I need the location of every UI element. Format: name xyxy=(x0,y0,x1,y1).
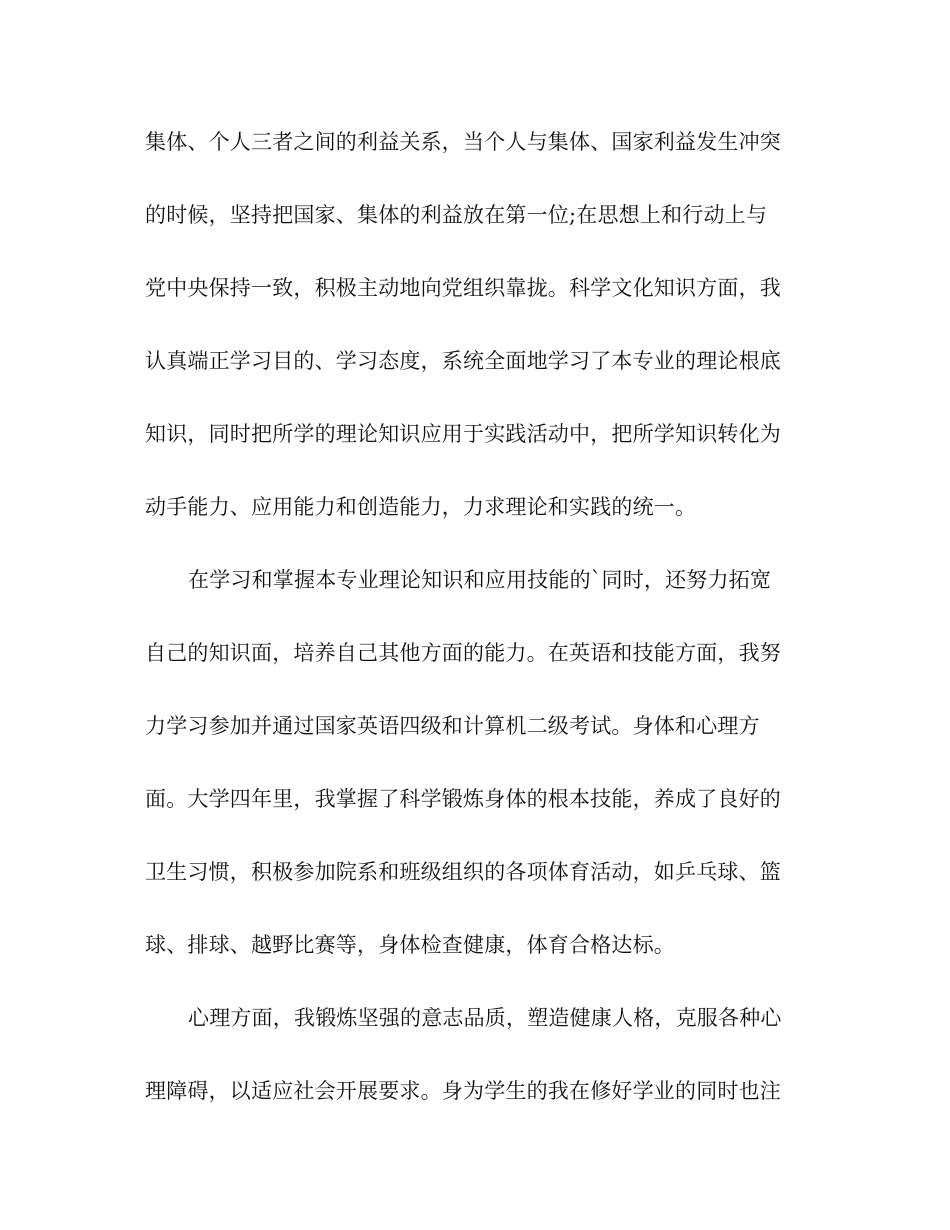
text-line: 集体、个人三者之间的利益关系，当个人与集体、国家利益发生冲突 xyxy=(145,130,781,154)
text-line: 自己的知识面，培养自己其他方面的能力。在英语和技能方面，我努 xyxy=(145,641,781,665)
text-line: 知识，同时把所学的理论知识应用于实践活动中，把所学知识转化为 xyxy=(145,422,781,446)
paragraph-first-line: 心理方面，我锻炼坚强的意志品质，塑造健康人格，克服各种心 xyxy=(188,1006,782,1030)
text-line: 卫生习惯，积极参加院系和班级组织的各项体育活动，如乒乓球、篮 xyxy=(145,860,781,884)
text-line: 动手能力、应用能力和创造能力，力求理论和实践的统一。 xyxy=(145,495,697,519)
text-line: 面。大学四年里，我掌握了科学锻炼身体的根本技能，养成了良好的 xyxy=(145,787,781,811)
text-line: 认真端正学习目的、学习态度，系统全面地学习了本专业的理论根底 xyxy=(145,349,781,373)
text-line: 力学习参加并通过国家英语四级和计算机二级考试。身体和心理方 xyxy=(145,714,760,738)
text-line: 理障碍，以适应社会开展要求。身为学生的我在修好学业的同时也注 xyxy=(145,1079,781,1103)
paragraph-first-line: 在学习和掌握本专业理论知识和应用技能的`同时，还努力拓宽 xyxy=(188,568,772,592)
text-line: 的时候，坚持把国家、集体的利益放在第一位;在思想上和行动上与 xyxy=(145,203,768,227)
text-line: 党中央保持一致，积极主动地向党组织靠拢。科学文化知识方面，我 xyxy=(145,276,781,300)
text-line: 球、排球、越野比赛等，身体检查健康，体育合格达标。 xyxy=(145,933,675,957)
